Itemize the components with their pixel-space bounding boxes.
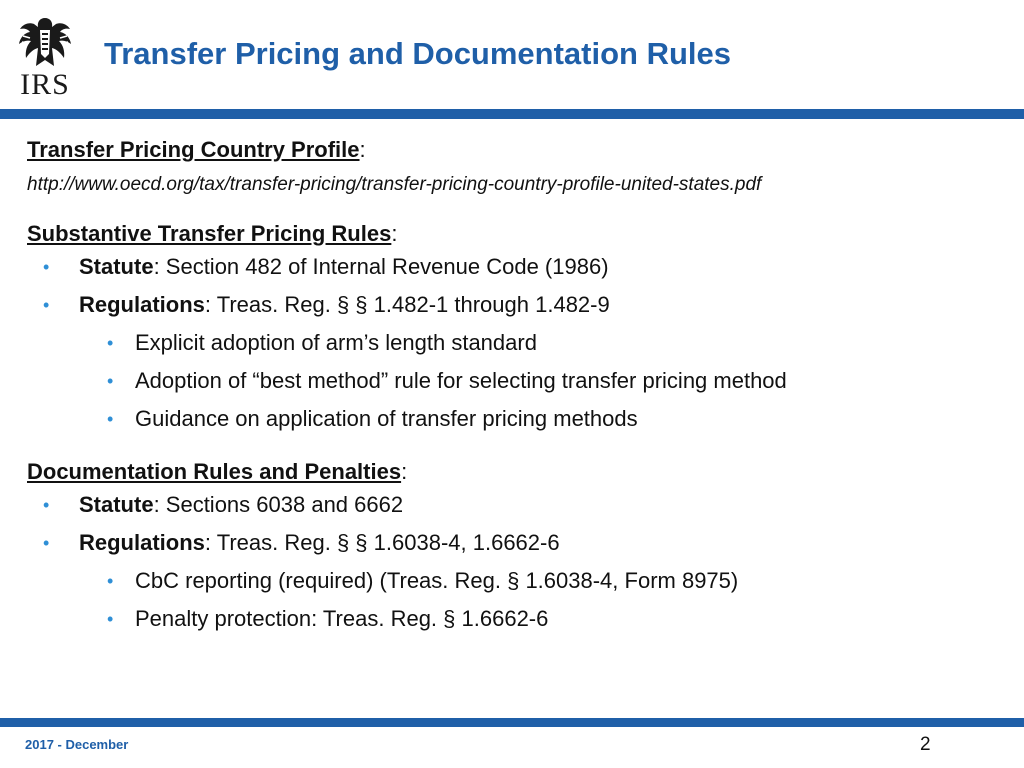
heading-text: Documentation Rules and Penalties bbox=[27, 459, 402, 484]
sub-item-text: CbC reporting (required) (Treas. Reg. § 1.6038-4, Form 8975) bbox=[135, 568, 739, 593]
bullet-icon: • bbox=[107, 371, 114, 391]
footer-date: 2017 - December bbox=[25, 737, 129, 752]
heading-colon: : bbox=[359, 137, 366, 162]
header-divider bbox=[0, 109, 1024, 119]
sub-item-text: Guidance on application of transfer pricing methods bbox=[135, 406, 638, 431]
irs-logo bbox=[14, 14, 76, 100]
bullet-icon: • bbox=[107, 333, 114, 353]
substantive-rules-heading bbox=[27, 220, 1007, 248]
heading-text: Substantive Transfer Pricing Rules bbox=[27, 221, 392, 246]
sub-item-text: Adoption of “best method” rule for selecting transfer pricing method bbox=[135, 368, 787, 393]
bullet-icon: • bbox=[43, 533, 50, 553]
documentation-rules-heading bbox=[27, 458, 1007, 486]
list-item bbox=[27, 286, 1007, 324]
sub-list-item bbox=[27, 600, 1007, 638]
statute-text: : Sections 6038 and 6662 bbox=[153, 492, 404, 517]
heading-colon: : bbox=[401, 459, 408, 484]
list-item bbox=[27, 486, 1007, 524]
bullet-icon: • bbox=[107, 409, 114, 429]
list-item bbox=[27, 248, 1007, 286]
country-profile-heading bbox=[27, 136, 1007, 164]
regulations-label: Regulations bbox=[79, 530, 205, 555]
regulations-text: : Treas. Reg. § § 1.6038-4, 1.6662-6 bbox=[204, 530, 560, 555]
regulations-text: : Treas. Reg. § § 1.482-1 through 1.482-9 bbox=[204, 292, 610, 317]
page-number: 2 bbox=[920, 734, 931, 755]
sub-list-item bbox=[27, 362, 1007, 400]
regulations-label: Regulations bbox=[79, 292, 205, 317]
footer-divider bbox=[0, 718, 1024, 727]
bullet-icon: • bbox=[107, 571, 114, 591]
slide-content bbox=[27, 136, 1007, 638]
bullet-icon: • bbox=[43, 295, 50, 315]
statute-label: Statute bbox=[79, 492, 154, 517]
heading-text: Transfer Pricing Country Profile bbox=[27, 137, 360, 162]
sub-list-item bbox=[27, 324, 1007, 362]
bullet-icon: • bbox=[43, 257, 50, 277]
statute-label: Statute bbox=[79, 254, 154, 279]
list-item bbox=[27, 524, 1007, 562]
sub-item-text: Penalty protection: Treas. Reg. § 1.6662-6 bbox=[135, 606, 549, 631]
sub-list-item bbox=[27, 562, 1007, 600]
slide-title: Transfer Pricing and Documentation Rules bbox=[104, 36, 732, 71]
eagle-icon bbox=[14, 14, 76, 70]
country-profile-link[interactable]: http://www.oecd.org/tax/transfer-pricing/transfer-pricing-country-profile-united-states.pdf bbox=[27, 174, 762, 195]
sub-list-item bbox=[27, 400, 1007, 438]
statute-text: : Section 482 of Internal Revenue Code (1986) bbox=[153, 254, 609, 279]
bullet-icon: • bbox=[107, 609, 114, 629]
sub-item-text: Explicit adoption of arm’s length standard bbox=[135, 330, 537, 355]
logo-text: IRS bbox=[20, 68, 70, 101]
bullet-icon: • bbox=[43, 495, 50, 515]
heading-colon: : bbox=[391, 221, 398, 246]
